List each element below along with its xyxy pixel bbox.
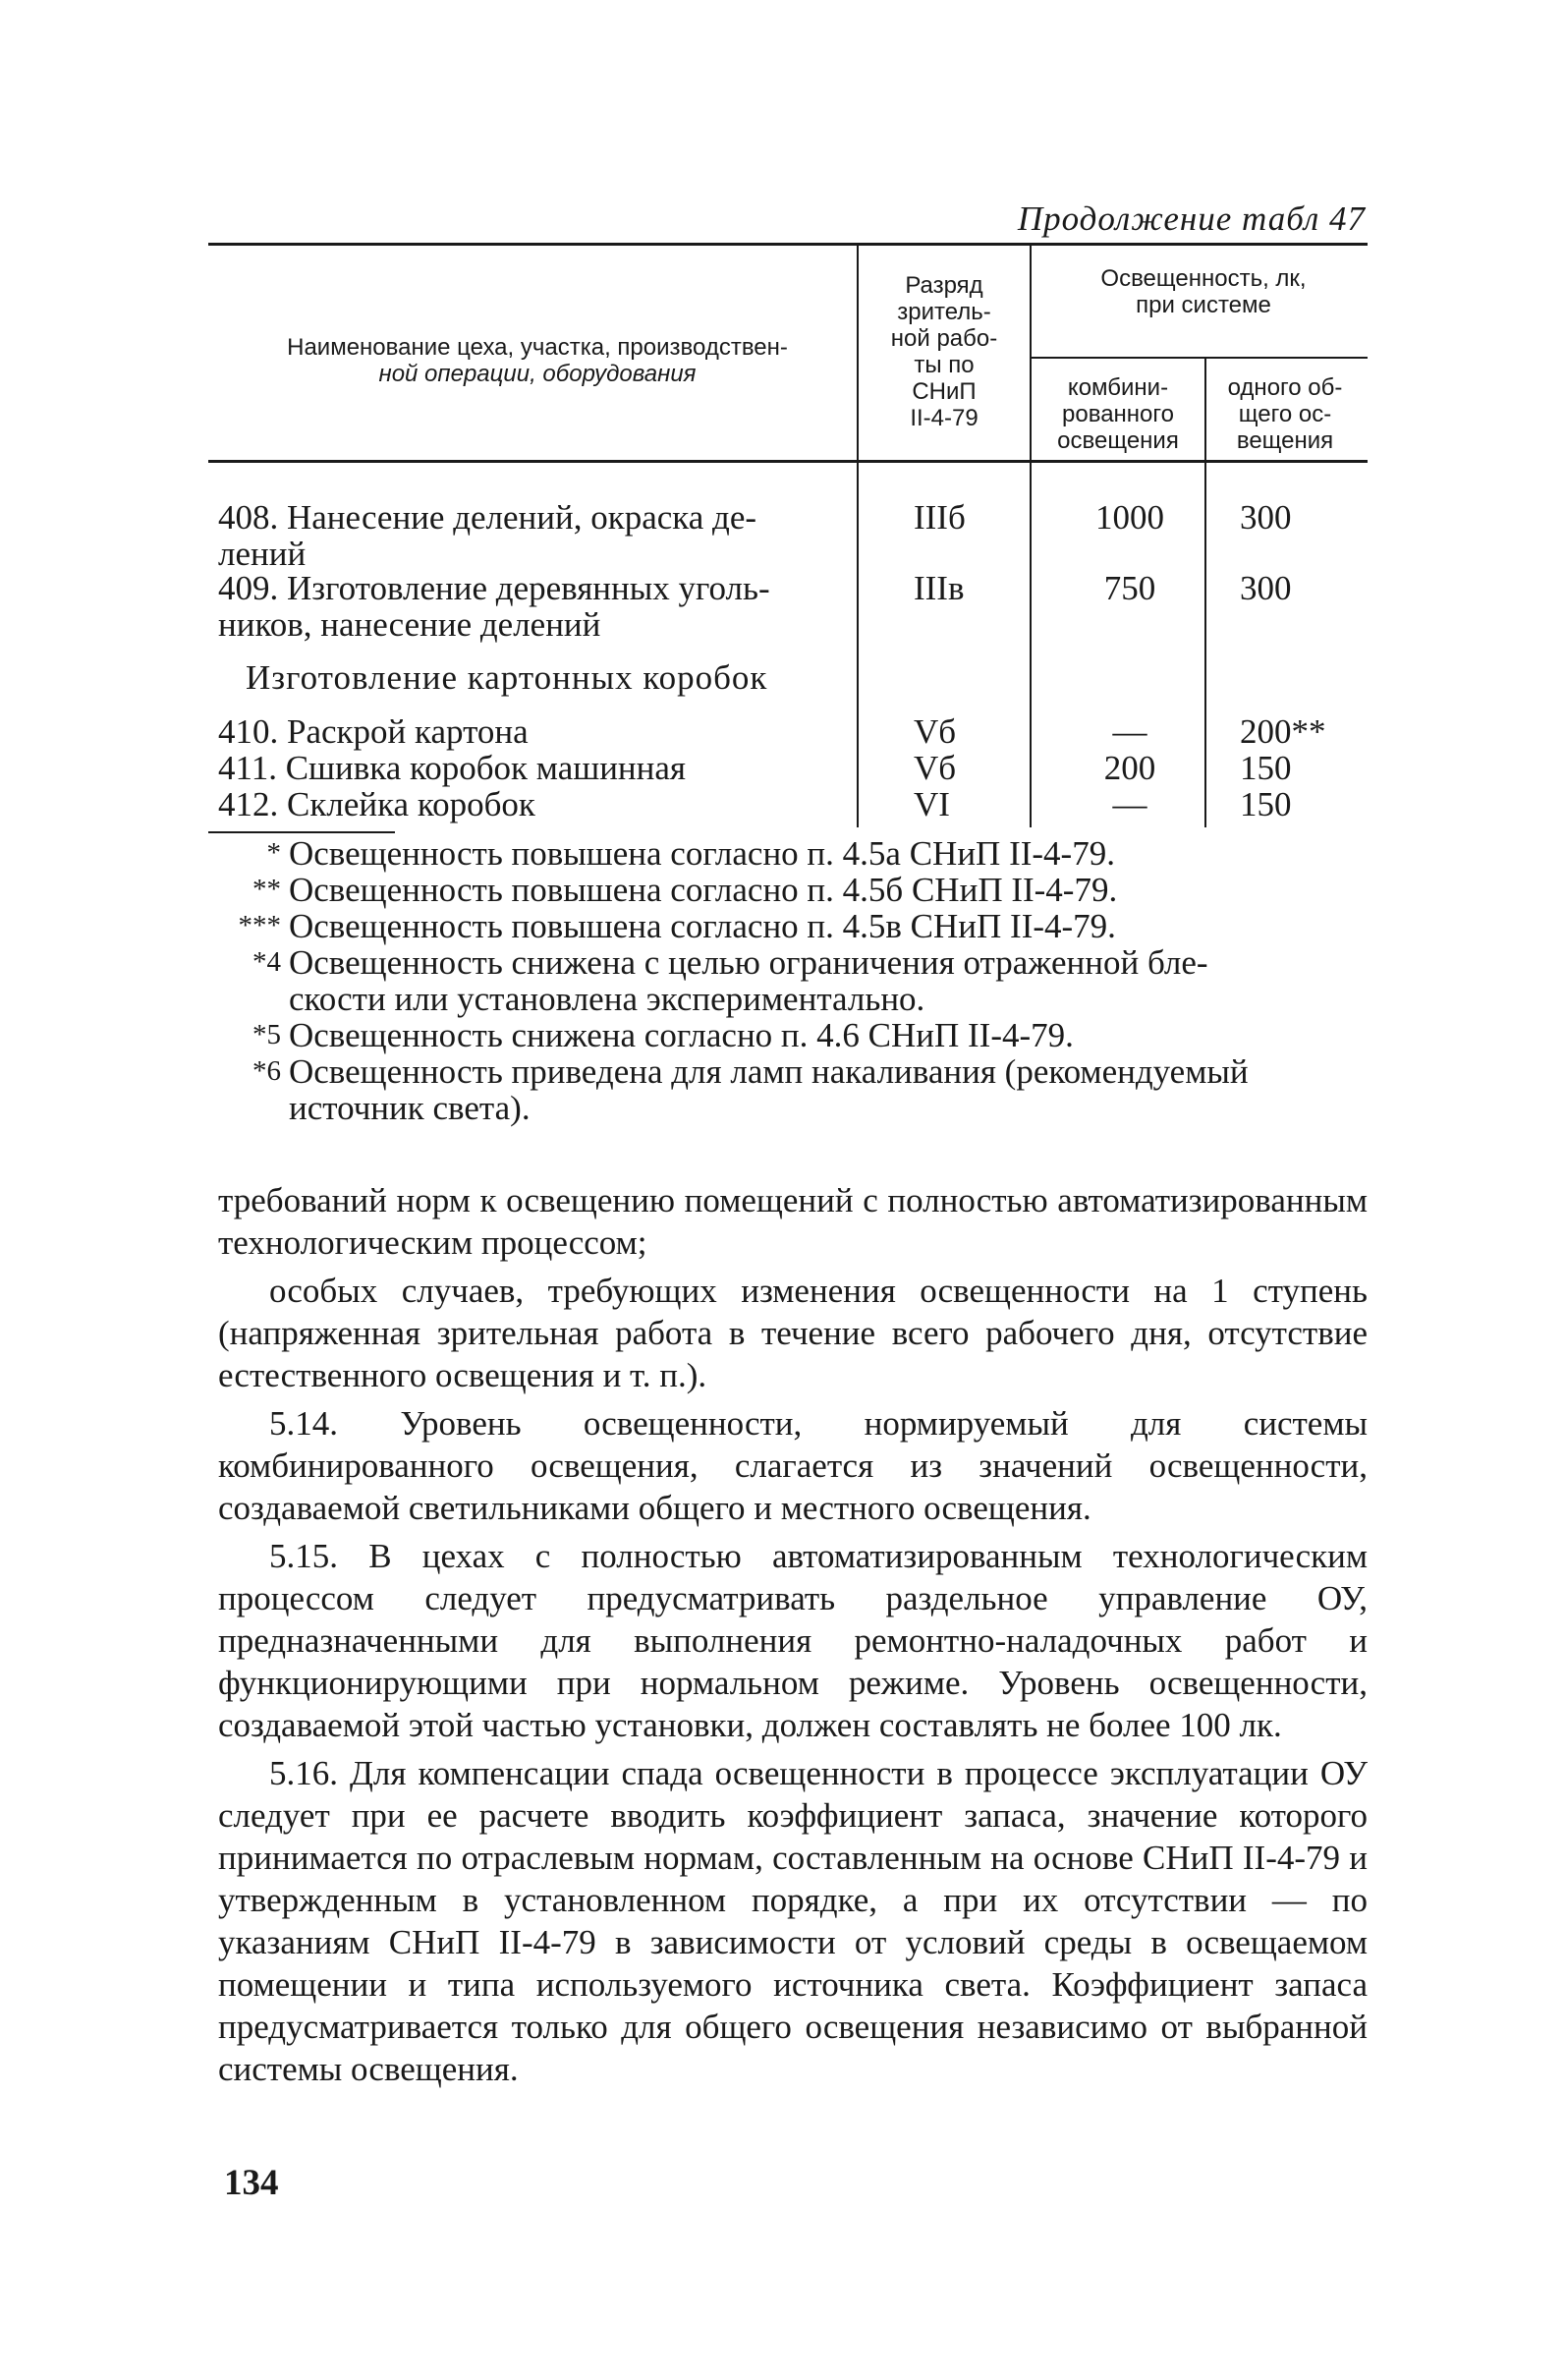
footnote-line: источник света).: [289, 1089, 531, 1127]
header-class-cell: [861, 272, 1028, 431]
footnote-mark: **: [252, 874, 281, 905]
paragraph: 5.16. Для компенсации спада освещенности в процессе эксплуатации ОУ следует при ее расчете вводить коэффициент запаса, значение которого принимается по отраслевым нормам, составленным на основе СНиП II-4-79 и утвержденным в установленном порядке, а при их отсутствии — по указаниям СНиП II-4-79 в зависимости от условий среды в освещаемом помещении и типа используемого источника света. Коэффициент запаса предусматривается только для общего освещения независимо от выбранной системы освещения.: [218, 1754, 1368, 2088]
header-combined-line: комбини-: [1067, 374, 1169, 401]
table-section-title: Изготовление картонных коробок: [246, 658, 768, 697]
row-combined: 200: [1103, 749, 1156, 787]
header-class-line: зритель-: [897, 299, 991, 325]
row-class: VI: [914, 785, 950, 823]
body-text: [218, 1179, 1368, 2096]
illum-subheader-rule: [1032, 357, 1368, 359]
row-general: 200**: [1240, 712, 1326, 751]
col-divider-2: [1030, 246, 1032, 827]
footnote: [196, 908, 1370, 944]
footnote-mark: *: [266, 837, 281, 869]
row-general: 150: [1240, 749, 1292, 787]
header-name-line: Наименование цеха, участка, производствен-: [287, 334, 788, 361]
row-name-line: лений: [218, 535, 307, 573]
footnote: [196, 944, 1370, 1017]
footnote-mark: *4: [252, 946, 281, 978]
header-combined-line: освещения: [1057, 427, 1179, 454]
header-combined-line: рованного: [1062, 401, 1174, 427]
header-class-line: СНиП: [912, 378, 977, 405]
row-name-line: 410. Раскрой картона: [218, 712, 529, 751]
header-general-line: щего ос-: [1238, 401, 1332, 427]
footnote: [196, 872, 1370, 908]
table-header-rule: [208, 460, 1368, 463]
row-name-line: 412. Склейка коробок: [218, 785, 535, 823]
row-combined: —: [1112, 712, 1147, 751]
footnote-mark: ***: [238, 910, 281, 941]
footnote-line: Освещенность снижена согласно п. 4.6 СНиП II-4-79.: [289, 1016, 1074, 1054]
footnote-line: Освещенность повышена согласно п. 4.5б СНиП II-4-79.: [289, 871, 1118, 909]
footnote: [196, 1053, 1370, 1126]
row-class: IIIб: [914, 498, 966, 537]
header-class-line: II-4-79: [910, 405, 979, 431]
table-caption: Продолжение табл 47: [1017, 199, 1366, 238]
footnote-text: [289, 1053, 1370, 1126]
footnote-text: [289, 872, 1370, 908]
header-class-line: ной рабо-: [890, 325, 998, 352]
row-class: IIIв: [914, 569, 965, 607]
footnote-text: [289, 1017, 1370, 1053]
row-name: [218, 499, 847, 572]
row-name: [218, 786, 847, 822]
row-name-line: 411. Сшивка коробок машинная: [218, 749, 687, 787]
header-class-line: ты по: [914, 352, 975, 378]
table-top-rule: [208, 243, 1368, 246]
footnote-line: Освещенность снижена с целью ограничения отраженной бле-: [289, 943, 1208, 982]
header-general-line: вещения: [1236, 427, 1334, 454]
row-name: [218, 570, 847, 643]
footnote: [196, 1017, 1370, 1053]
footnote-text: [289, 835, 1370, 872]
footnote-text: [289, 944, 1370, 1017]
header-general-line: одного об-: [1227, 374, 1343, 401]
paragraph: 5.14. Уровень освещенности, нормируемый для системы комбинированного освещения, слагается из значений освещенности, создаваемой светильниками общего и местного освещения.: [218, 1404, 1368, 1527]
col-divider-1: [857, 246, 859, 827]
paragraph: требований норм к освещению помещений с полностью автоматизированным технологическим процессом;: [218, 1181, 1368, 1262]
row-name-line: ников, нанесение делений: [218, 605, 601, 644]
footnotes: [196, 835, 1370, 1126]
footnote: [196, 835, 1370, 872]
row-general: 300: [1240, 498, 1292, 537]
footnote-text: [289, 908, 1370, 944]
header-illum-line: при системе: [1136, 292, 1271, 318]
page-number: 134: [224, 2163, 279, 2203]
header-illum-line: Освещенность, лк,: [1100, 265, 1307, 292]
footnote-line: Освещенность повышена согласно п. 4.5а СНиП II-4-79.: [289, 834, 1115, 873]
row-combined: 1000: [1095, 498, 1164, 537]
row-class: Vб: [914, 712, 957, 751]
row-general: 150: [1240, 785, 1292, 823]
header-general-cell: [1206, 374, 1364, 454]
footnote-line: Освещенность повышена согласно п. 4.5в СНиП II-4-79.: [289, 907, 1116, 945]
footnote-mark: *6: [252, 1055, 281, 1087]
row-name-line: 409. Изготовление деревянных уголь-: [218, 569, 770, 607]
footnote-line: Освещенность приведена для ламп накаливания (рекомендуемый: [289, 1052, 1249, 1091]
header-class-line: Разряд: [905, 272, 983, 299]
header-name-line: ной операции, оборудования: [378, 361, 697, 387]
footnote-mark: *5: [252, 1019, 281, 1050]
header-illum-cell: [1041, 265, 1366, 318]
paragraph: особых случаев, требующих изменения освещенности на 1 ступень (напряженная зрительная работа в течение всего рабочего дня, отсутствие естественного освещения и т. п.).: [218, 1272, 1368, 1394]
row-name: [218, 713, 847, 750]
paragraph: 5.15. В цехах с полностью автоматизированным технологическим процессом следует предусматривать раздельное управление ОУ, предназначенными для выполнения ремонтно-наладочных работ и функционирующими при нормальном режиме. Уровень освещенности, создаваемой этой частью установки, должен составлять не более 100 лк.: [218, 1537, 1368, 1744]
row-name-line: 408. Нанесение делений, окраска де-: [218, 498, 757, 537]
header-combined-cell: [1034, 374, 1202, 454]
table-bottom-rule: [208, 831, 395, 833]
row-general: 300: [1240, 569, 1292, 607]
header-name-cell: [218, 334, 857, 387]
row-name: [218, 750, 847, 786]
row-combined: —: [1112, 785, 1147, 823]
row-combined: 750: [1103, 569, 1156, 607]
footnote-line: скости или установлена экспериментально.: [289, 980, 925, 1018]
row-class: Vб: [914, 749, 957, 787]
